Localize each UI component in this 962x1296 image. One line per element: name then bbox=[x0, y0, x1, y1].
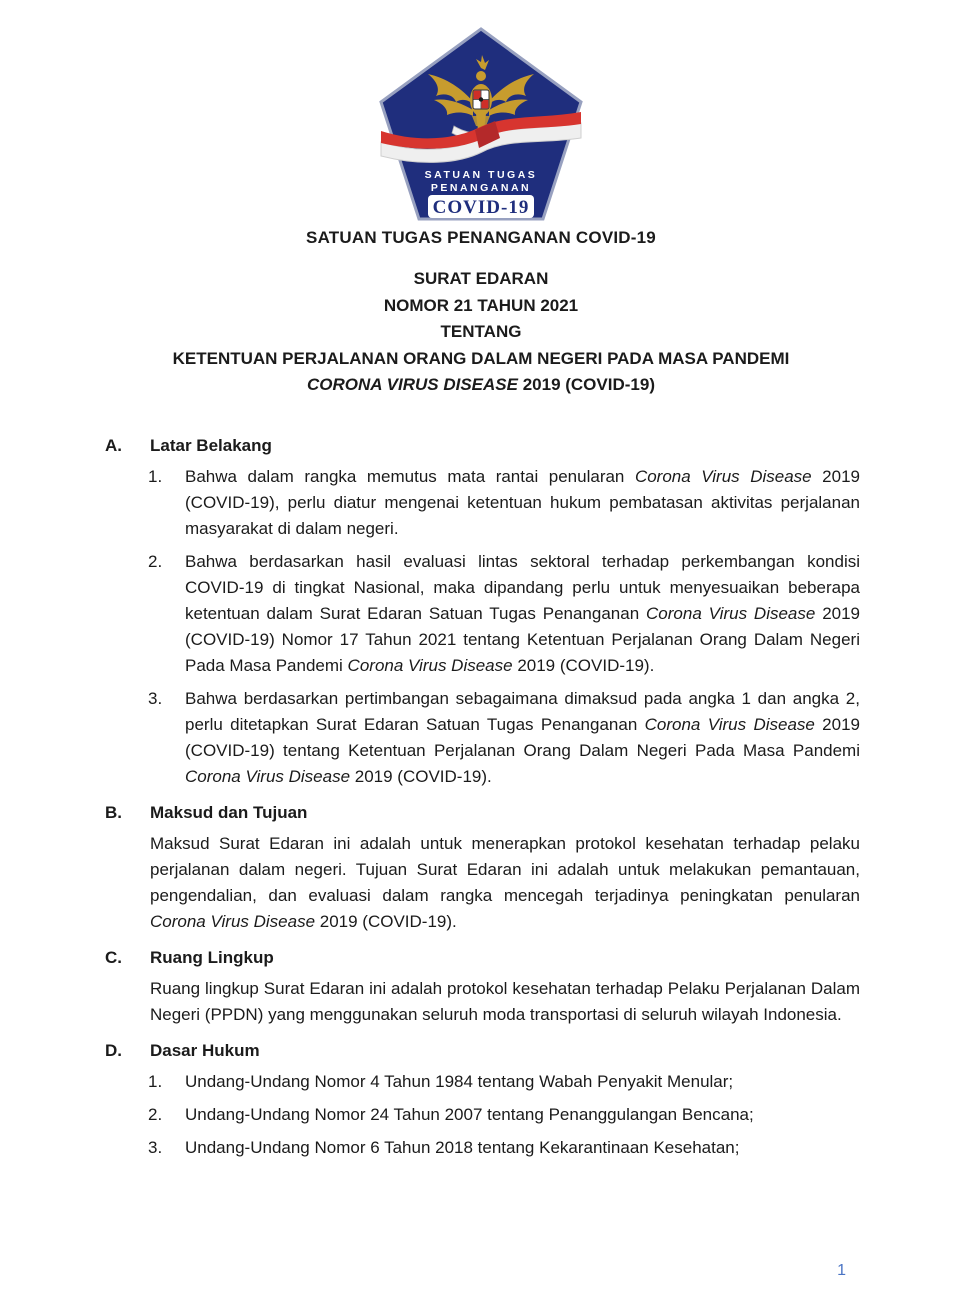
section-b bbox=[105, 800, 860, 935]
paragraph: Maksud Surat Edaran ini adalah untuk menerapkan protokol kesehatan terhadap pelaku perjalanan dalam negeri. Tujuan Surat Edaran ini adalah untuk melakukan pemantauan, pengendalian, dan evaluasi dalam rangka mencegah terjadinya peningkatan penularan Corona Virus Disease 2019 (COVID-19). bbox=[150, 833, 860, 931]
item-text: Undang-Undang Nomor 6 Tahun 2018 tentang Kekarantinaan Kesehatan; bbox=[185, 1137, 740, 1157]
item-number: 1. bbox=[148, 1071, 163, 1091]
item-text: Bahwa dalam rangka memutus mata rantai penularan Corona Virus Disease 2019 (COVID-19), perlu diatur mengenai ketentuan hukum pembatasan aktivitas perjalanan masyarakat di dalam negeri. bbox=[185, 466, 861, 538]
covid-badge-text: COVID-19 bbox=[432, 197, 530, 218]
page-number: 1 bbox=[837, 1262, 846, 1279]
document-title bbox=[0, 266, 962, 399]
item-number: 3. bbox=[148, 688, 163, 708]
badge-text-line1: SATUAN TUGAS bbox=[424, 169, 538, 181]
title-line-2: NOMOR 21 TAHUN 2021 bbox=[383, 295, 579, 315]
list-item bbox=[148, 1102, 860, 1128]
section-heading: Maksud dan Tujuan bbox=[150, 802, 308, 822]
list-item bbox=[148, 549, 860, 679]
section-b-heading-row bbox=[105, 800, 860, 826]
item-text: Undang-Undang Nomor 24 Tahun 2007 tentang Penanggulangan Bencana; bbox=[185, 1104, 754, 1124]
document-body bbox=[105, 433, 860, 1161]
section-letter: C. bbox=[105, 947, 122, 967]
title-line-4: KETENTUAN PERJALANAN ORANG DALAM NEGERI PADA MASA PANDEMI bbox=[172, 348, 790, 368]
section-letter: D. bbox=[105, 1040, 122, 1060]
covid-task-force-logo bbox=[378, 26, 584, 222]
section-letter: B. bbox=[105, 802, 122, 822]
section-d-heading-row bbox=[105, 1038, 860, 1064]
badge-text-line2: PENANGANAN bbox=[430, 182, 532, 194]
section-heading: Ruang Lingkup bbox=[150, 947, 274, 967]
logo-block bbox=[0, 0, 962, 248]
item-number: 1. bbox=[148, 466, 163, 486]
item-text: Bahwa berdasarkan hasil evaluasi lintas sektoral terhadap perkembangan kondisi COVID-19 di tingkat Nasional, maka dipandang perlu untuk menyesuaikan beberapa ketentuan dalam Surat Edaran Satuan Tugas Penanganan Corona Virus Disease 2019 (COVID-19) Nomor 17 Tahun 2021 tentang Ketentuan Perjalanan Orang Dalam Negeri Pada Masa Pandemi Corona Virus Disease 2019 (COVID-19). bbox=[185, 551, 861, 675]
section-c bbox=[105, 945, 860, 1028]
list-item bbox=[148, 1135, 860, 1161]
title-line-5: CORONA VIRUS DISEASE 2019 (COVID-19) bbox=[307, 375, 655, 394]
item-number: 2. bbox=[148, 1104, 163, 1124]
logo-caption: SATUAN TUGAS PENANGANAN COVID-19 bbox=[306, 228, 656, 247]
section-d bbox=[105, 1038, 860, 1161]
item-text: Undang-Undang Nomor 4 Tahun 1984 tentang Wabah Penyakit Menular; bbox=[185, 1071, 734, 1091]
section-c-heading-row bbox=[105, 945, 860, 971]
paragraph: Ruang lingkup Surat Edaran ini adalah protokol kesehatan terhadap Pelaku Perjalanan Dalam Negeri (PPDN) yang menggunakan seluruh moda transportasi di seluruh wilayah Indonesia. bbox=[150, 978, 860, 1024]
list-item bbox=[148, 686, 860, 790]
list-item bbox=[148, 464, 860, 542]
section-heading: Latar Belakang bbox=[150, 435, 272, 455]
section-heading: Dasar Hukum bbox=[150, 1040, 260, 1060]
list-item bbox=[148, 1069, 860, 1095]
section-a-heading-row bbox=[105, 433, 860, 459]
title-line-1: SURAT EDARAN bbox=[413, 269, 549, 288]
section-a bbox=[105, 433, 860, 790]
item-text: Bahwa berdasarkan pertimbangan sebagaimana dimaksud pada angka 1 dan angka 2, perlu ditetapkan Surat Edaran Satuan Tugas Penanganan Corona Virus Disease 2019 (COVID-19) tentang Ketentuan Perjalanan Orang Dalam Negeri Pada Masa Pandemi Corona Virus Disease 2019 (COVID-19). bbox=[185, 688, 861, 786]
title-line-3: TENTANG bbox=[440, 322, 522, 341]
item-number: 2. bbox=[148, 551, 163, 571]
item-number: 3. bbox=[148, 1137, 163, 1157]
section-letter: A. bbox=[105, 435, 122, 455]
